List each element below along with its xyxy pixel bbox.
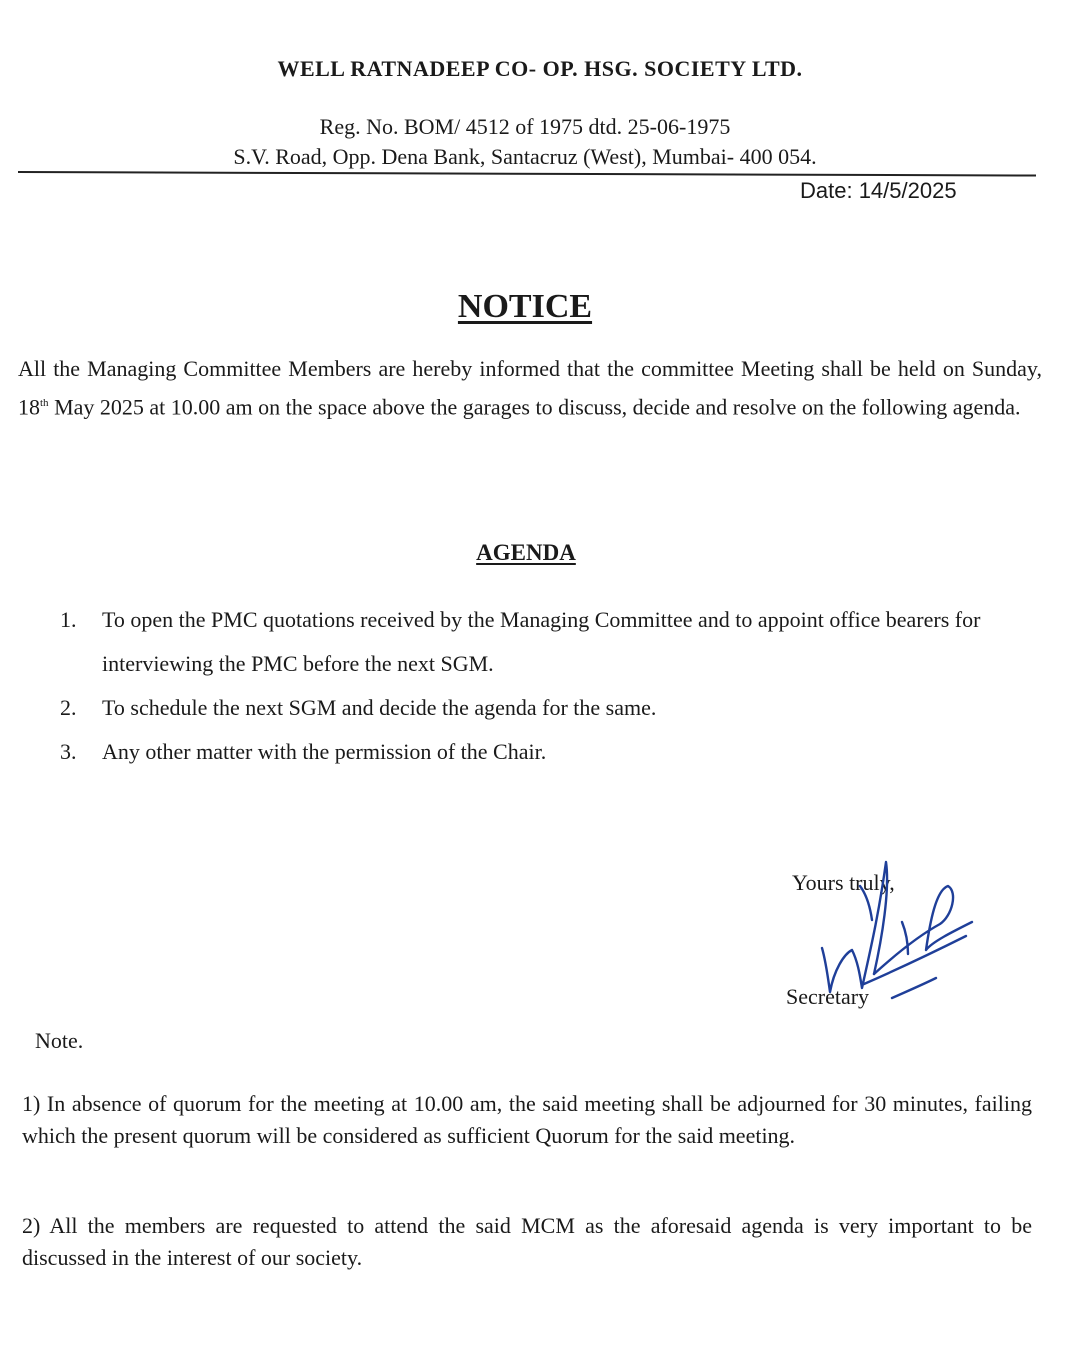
agenda-item-text: To schedule the next SGM and decide the agenda for the same. [102,695,657,720]
agenda-item-text: Any other matter with the permission of the Chair. [102,739,547,764]
notice-body-end: May 2025 at 10.00 am on the space above the garages to discuss, decide and resolve on the following agenda. [48,394,1021,420]
note-label: Note. [35,1028,84,1053]
date-ordinal-suffix: th [40,397,49,409]
note-item: 2) All the members are requested to attend the said MCM as the aforesaid agenda is very important to be discussed in the interest of our society. [22,1213,1032,1270]
agenda-item-number: 3. [60,739,77,764]
agenda-item-number: 2. [60,695,77,720]
letterhead-divider [18,171,1036,177]
agenda-item-text: To open the PMC quotations received by the Managing Committee and to appoint office bearers for interviewing the PMC before the next SGM. [102,607,981,676]
note-item: 1) In absence of quorum for the meeting at 10.00 am, the said meeting shall be adjourned for 30 minutes, failing which the present quorum will be considered as sufficient Quorum for the said meeting. [22,1091,1032,1148]
society-name: WELL RATNADEEP CO- OP. HSG. SOCIETY LTD. [277,56,803,81]
agenda-item [60,598,1050,686]
notice-date: Date: 14/5/2025 [800,178,957,203]
signature-icon [800,850,990,1020]
agenda-item [60,686,1050,730]
notice-body [18,352,1042,424]
agenda-item-number: 1. [60,607,77,632]
registration-number: Reg. No. BOM/ 4512 of 1975 dtd. 25-06-1975 [319,114,731,139]
secretary-designation: Secretary [786,984,870,1009]
society-address: S.V. Road, Opp. Dena Bank, Santacruz (West), Mumbai- 400 054. [233,144,817,169]
agenda-item [60,730,1050,774]
closing-salutation: Yours truly, [792,870,895,895]
notice-title: NOTICE [457,288,593,325]
notice-body-start: All the Managing Committee Members are hereby informed that the committee Meeting shall be held on Sunday, 18 [18,356,1042,420]
agenda-title: AGENDA [476,540,576,565]
agenda-list [60,598,1050,774]
